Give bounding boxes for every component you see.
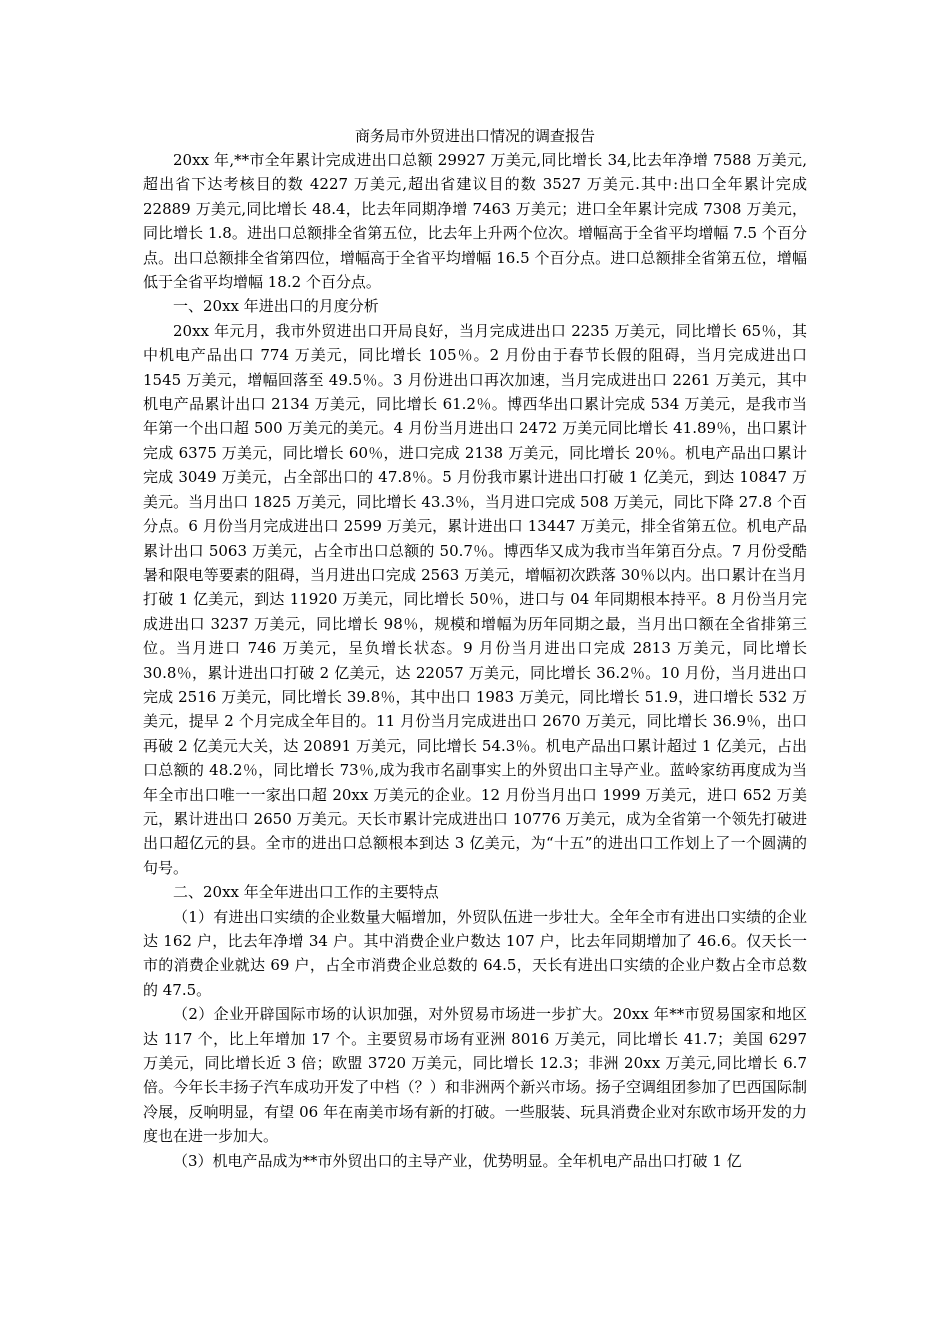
document-title: 商务局市外贸进出口情况的调查报告 xyxy=(354,127,595,145)
intro-paragraph: 20xx 年,**市全年累计完成进出口总额 29927 万美元,同比增长 34,比去年净增 7588 万美元,超出省下达考核目的数 4227 万美元,超出省建议目的数 3527 万美元.其中:出口全年累计完成 22889 万美元,同比增长 48.4，比去年同期净增 7463 万美元；进口全年累计完成 7308 万美元，同比增长 1.8。进出口总额排全省第五位，比去年上升两个位次。增幅高于全省平均增幅 7.5 个百分点。出口总额排全省第四位，增幅高于全省平均增幅 16.5 个百分点。进口总额排全省第五位，增幅低于全省平均增幅 18.2 个百分点。 xyxy=(143,151,807,292)
section-1-paragraph: 20xx 年元月，我市外贸进出口开局良好，当月完成进出口 2235 万美元，同比增长 65％，其中机电产品出口 774 万美元，同比增长 105％。2 月份由于春节长假的阻碍，当月完成进出口 1545 万美元，增幅回落至 49.5％。3 月份进出口再次加速，当月完成进出口 2261 万美元，其中机电产品累计出口 2134 万美元，同比增长 61.2％。博西华出口累计完成 534 万美元，是我市当年第一个出口超 500 万美元的美元。4 月份当月进出口 2472 万美元同比增长 41.89％，出口累计完成 6375 万美元，同比增长 60％，进口完成 2138 万美元，同比增长 20％。机电产品出口累计完成 3049 万美元，占全部出口的 47.8％。5 月份我市累计进出口打破 1 亿美元，到达 10847 万美元。当月出口 1825 万美元，同比增长 43.3％，当月进口完成 508 万美元，同比下降 27.8 个百分点。6 月份当月完成进出口 2599 万美元，累计进出口 13447 万美元，排全省第五位。机电产品累计出口 5063 万美元，占全市出口总额的 50.7％。博西华又成为我市当年第百分点。7 月份受酷暑和限电等要素的阻碍，当月进出口完成 2563 万美元，增幅初次跌落 30％以内。出口累计在当月打破 1 亿美元，到达 11920 万美元，同比增长 50％，进口与 04 年同期根本持平。8 月份当月完成进出口 3237 万美元，同比增长 98％，规模和增幅为历年同期之最，当月出口额在全省排第三位。当月进口 746 万美元，呈负增长状态。9 月份当月进出口完成 2813 万美元，同比增长 30.8％，累计进出口打破 2 亿美元，达 22057 万美元，同比增长 36.2％。10 月份，当月进出口完成 2516 万美元，同比增长 39.8％，其中出口 1983 万美元，同比增长 51.9，进口增长 532 万美元，提早 2 个月完成全年目的。11 月份当月完成进出口 2670 万美元，同比增长 36.9％，出口再破 2 亿美元大关，达 20891 万美元，同比增长 54.3％。机电产品出口累计超过 1 亿美元，占出口总额的 48.2％，同比增长 73％,成为我市名副事实上的外贸出口主导产业。蓝岭家纺再度成为当年全市出口唯一一家出口超 20xx 万美元的企业。12 月份当月出口 1999 万美元，进口 652 万美元，累计进出口 2650 万美元。天长市累计完成进出口 10776 万美元，成为全省第一个领先打破进出口超亿元的县。全市的进出口总额根本到达 3 亿美元，为“十五”的进出口工作划上了一个圆满的句号。 xyxy=(143,321,807,877)
point-1-paragraph: （1）有进出口实绩的企业数量大幅增加，外贸队伍进一步壮大。全年全市有进出口实绩的企业达 162 户，比去年净增 34 户。其中消费企业户数达 107 户，比去年同期增加了 46.6。仅天长一市的消费企业就达 69 户，占全市消费企业总数的 64.5，天长有进出口实绩的企业户数占全市总数的 47.5。 xyxy=(143,907,807,999)
point-3-paragraph: （3）机电产品成为**市外贸出口的主导产业，优势明显。全年机电产品出口打破 1 亿 xyxy=(173,1151,742,1170)
point-2-paragraph: （2）企业开辟国际市场的认识加强，对外贸易市场进一步扩大。20xx 年**市贸易国家和地区达 117 个，比上年增加 17 个。主要贸易市场有亚洲 8016 万美元，同比增长 41.7；美国 6297 万美元，同比增长近 3 倍；欧盟 3720 万美元，同比增长 12.3；非洲 20xx 万美元,同比增长 6.7 倍。今年长丰扬子汽车成功开发了中档（？）和非洲两个新兴市场。扬子空调组团参加了巴西国际制冷展，反响明显，有望 06 年在南美市场有新的打破。一些服装、玩具消费企业对东欧市场开发的力度也在进一步加大。 xyxy=(143,1005,807,1146)
document-body xyxy=(143,124,807,1173)
section-2-heading: 二、20xx 年全年进出口工作的主要特点 xyxy=(173,883,439,902)
section-1-heading: 一、20xx 年进出口的月度分析 xyxy=(173,297,379,316)
